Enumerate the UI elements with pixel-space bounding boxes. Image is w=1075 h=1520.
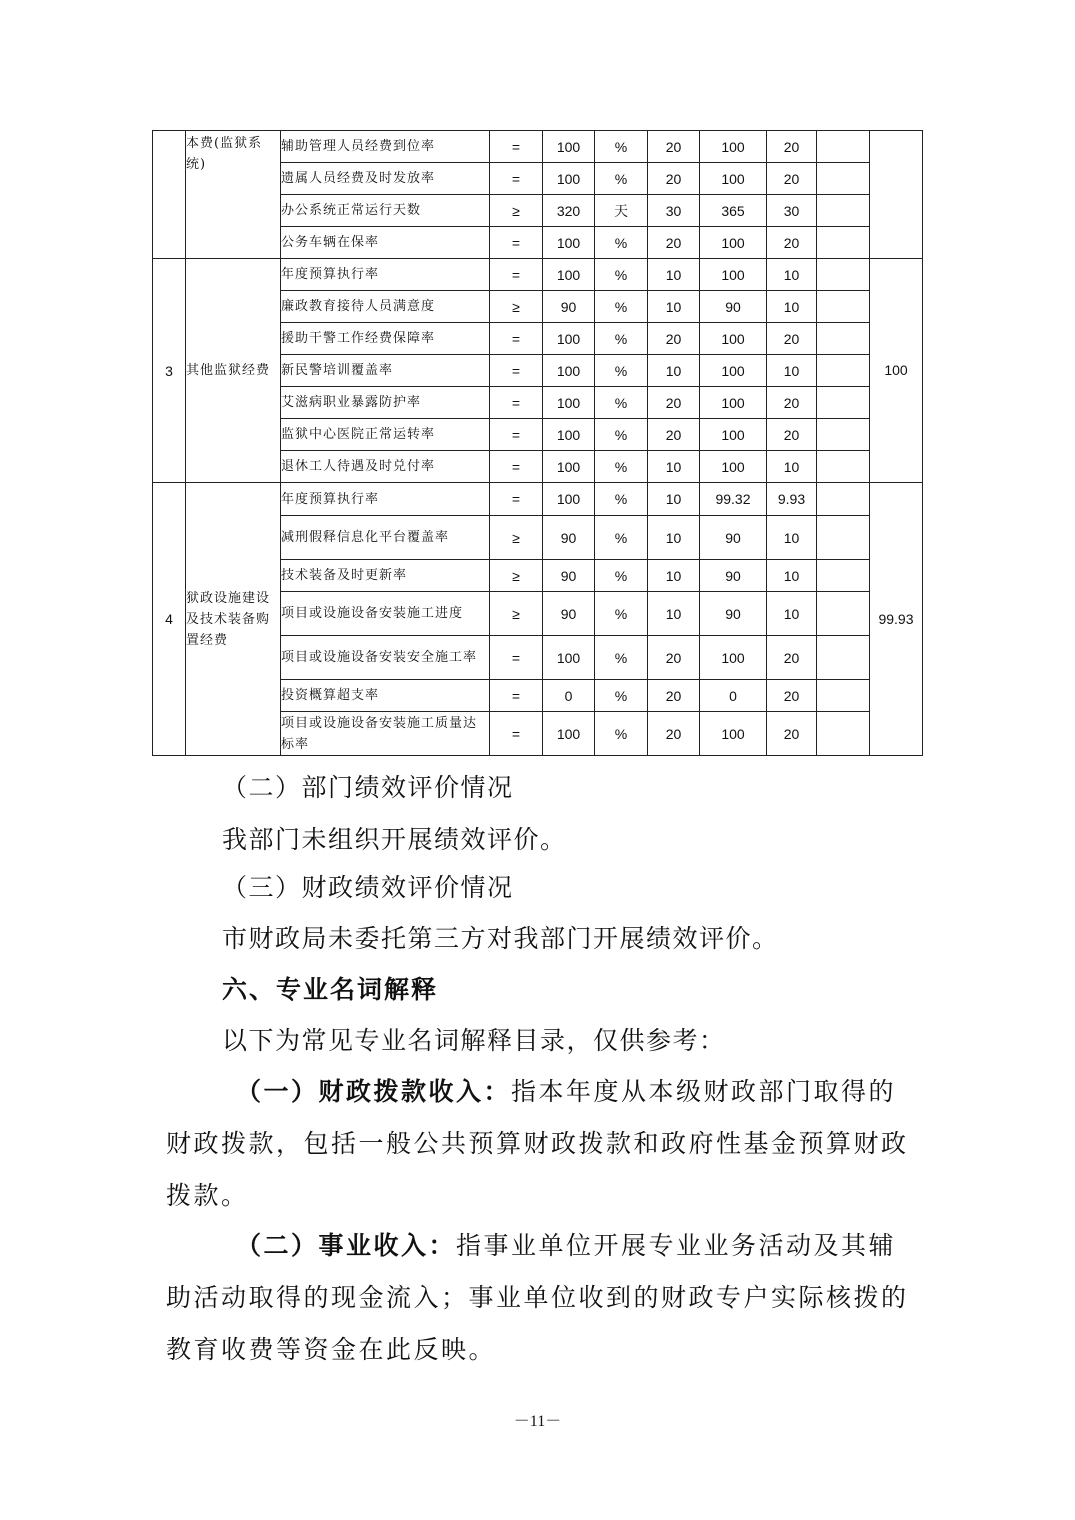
target-cell: 100 bbox=[543, 227, 595, 259]
unit-cell: % bbox=[595, 483, 648, 516]
indicator-cell: 年度预算执行率 bbox=[281, 259, 490, 291]
indicator-score-cell: 20 bbox=[767, 387, 817, 419]
project-name-cell: 狱政设施建设及技术装备购置经费 bbox=[186, 483, 281, 756]
unit-cell: % bbox=[595, 592, 648, 636]
blank-cell bbox=[817, 419, 870, 451]
operator-cell: ≥ bbox=[490, 291, 543, 323]
actual-cell: 100 bbox=[700, 387, 767, 419]
indicator-cell: 公务车辆在保率 bbox=[281, 227, 490, 259]
target-cell: 90 bbox=[543, 592, 595, 636]
blank-cell bbox=[817, 291, 870, 323]
weight-cell: 20 bbox=[648, 163, 700, 195]
actual-cell: 99.32 bbox=[700, 483, 767, 516]
indicator-cell: 项目或设施设备安装施工进度 bbox=[281, 592, 490, 636]
blank-cell bbox=[817, 516, 870, 560]
operator-cell: = bbox=[490, 259, 543, 291]
table-row bbox=[153, 131, 923, 163]
unit-cell: % bbox=[595, 355, 648, 387]
target-cell: 100 bbox=[543, 451, 595, 483]
unit-cell: % bbox=[595, 680, 648, 712]
operator-cell: = bbox=[490, 131, 543, 163]
indicator-cell: 辅助管理人员经费到位率 bbox=[281, 131, 490, 163]
actual-cell: 100 bbox=[700, 323, 767, 355]
unit-cell: % bbox=[595, 131, 648, 163]
unit-cell: % bbox=[595, 291, 648, 323]
target-cell: 0 bbox=[543, 680, 595, 712]
weight-cell: 10 bbox=[648, 592, 700, 636]
performance-indicator-table bbox=[152, 130, 923, 756]
paragraph-fin-eval: 市财政局未委托第三方对我部门开展绩效评价。 bbox=[222, 924, 779, 953]
unit-cell: % bbox=[595, 419, 648, 451]
actual-cell: 100 bbox=[700, 131, 767, 163]
blank-cell bbox=[817, 227, 870, 259]
target-cell: 100 bbox=[543, 163, 595, 195]
definition-text: 指事业单位开展专业业务活动及其辅助活动取得的现金流入；事业单位收到的财政专户实际核拨的教育收费等资金在此反映。 bbox=[166, 1231, 909, 1364]
paragraph-dept-eval: 我部门未组织开展绩效评价。 bbox=[222, 825, 567, 854]
operator-cell: = bbox=[490, 419, 543, 451]
project-score-cell: 100 bbox=[870, 259, 923, 483]
indicator-score-cell: 20 bbox=[767, 636, 817, 680]
blank-cell bbox=[817, 451, 870, 483]
target-cell: 90 bbox=[543, 516, 595, 560]
project-name-cell: 其他监狱经费 bbox=[186, 259, 281, 483]
weight-cell: 20 bbox=[648, 680, 700, 712]
weight-cell: 10 bbox=[648, 516, 700, 560]
target-cell: 100 bbox=[543, 259, 595, 291]
indicator-score-cell: 10 bbox=[767, 592, 817, 636]
actual-cell: 100 bbox=[700, 227, 767, 259]
actual-cell: 365 bbox=[700, 195, 767, 227]
actual-cell: 90 bbox=[700, 592, 767, 636]
operator-cell: = bbox=[490, 163, 543, 195]
target-cell: 100 bbox=[543, 131, 595, 163]
blank-cell bbox=[817, 355, 870, 387]
operator-cell: = bbox=[490, 227, 543, 259]
actual-cell: 90 bbox=[700, 560, 767, 592]
unit-cell: % bbox=[595, 712, 648, 756]
actual-cell: 100 bbox=[700, 163, 767, 195]
indicator-cell: 艾滋病职业暴露防护率 bbox=[281, 387, 490, 419]
indicator-score-cell: 10 bbox=[767, 451, 817, 483]
weight-cell: 20 bbox=[648, 712, 700, 756]
definition-term: （二）事业收入： bbox=[236, 1231, 457, 1260]
blank-cell bbox=[817, 323, 870, 355]
weight-cell: 10 bbox=[648, 355, 700, 387]
weight-cell: 20 bbox=[648, 131, 700, 163]
blank-cell bbox=[817, 483, 870, 516]
actual-cell: 90 bbox=[700, 291, 767, 323]
indicator-cell: 监狱中心医院正常运转率 bbox=[281, 419, 490, 451]
operator-cell: = bbox=[490, 387, 543, 419]
indicator-score-cell: 20 bbox=[767, 712, 817, 756]
operator-cell: ≥ bbox=[490, 592, 543, 636]
operator-cell: = bbox=[490, 636, 543, 680]
actual-cell: 100 bbox=[700, 419, 767, 451]
weight-cell: 10 bbox=[648, 291, 700, 323]
operator-cell: = bbox=[490, 712, 543, 756]
page-number: －11－ bbox=[513, 1413, 562, 1430]
weight-cell: 10 bbox=[648, 560, 700, 592]
unit-cell: % bbox=[595, 516, 648, 560]
section-heading-fin-eval: （三）财政绩效评价情况 bbox=[222, 873, 514, 902]
project-name-cell: 本费(监狱系统) bbox=[186, 131, 281, 259]
actual-cell: 100 bbox=[700, 636, 767, 680]
section-heading-dept-eval: （二）部门绩效评价情况 bbox=[222, 773, 514, 802]
indicator-score-cell: 10 bbox=[767, 560, 817, 592]
operator-cell: = bbox=[490, 451, 543, 483]
blank-cell bbox=[817, 680, 870, 712]
target-cell: 100 bbox=[543, 483, 595, 516]
seq-cell: 3 bbox=[153, 259, 186, 483]
paragraph-terms-intro: 以下为常见专业名词解释目录，仅供参考： bbox=[222, 1026, 726, 1055]
target-cell: 100 bbox=[543, 355, 595, 387]
blank-cell bbox=[817, 387, 870, 419]
weight-cell: 20 bbox=[648, 323, 700, 355]
actual-cell: 100 bbox=[700, 259, 767, 291]
unit-cell: % bbox=[595, 227, 648, 259]
definition-term: （一）财政拨款收入： bbox=[236, 1077, 512, 1106]
table-row bbox=[153, 483, 923, 516]
project-score-cell bbox=[870, 131, 923, 259]
blank-cell bbox=[817, 592, 870, 636]
unit-cell: % bbox=[595, 323, 648, 355]
indicator-cell: 廉政教育接待人员满意度 bbox=[281, 291, 490, 323]
unit-cell: % bbox=[595, 636, 648, 680]
indicator-cell: 技术装备及时更新率 bbox=[281, 560, 490, 592]
blank-cell bbox=[817, 712, 870, 756]
indicator-score-cell: 9.93 bbox=[767, 483, 817, 516]
indicator-cell: 减刑假释信息化平台覆盖率 bbox=[281, 516, 490, 560]
operator-cell: ≥ bbox=[490, 560, 543, 592]
target-cell: 90 bbox=[543, 560, 595, 592]
actual-cell: 90 bbox=[700, 516, 767, 560]
weight-cell: 10 bbox=[648, 259, 700, 291]
target-cell: 100 bbox=[543, 323, 595, 355]
seq-cell: 4 bbox=[153, 483, 186, 756]
indicator-score-cell: 10 bbox=[767, 355, 817, 387]
blank-cell bbox=[817, 259, 870, 291]
blank-cell bbox=[817, 560, 870, 592]
weight-cell: 20 bbox=[648, 419, 700, 451]
indicator-cell: 援助干警工作经费保障率 bbox=[281, 323, 490, 355]
indicator-score-cell: 20 bbox=[767, 419, 817, 451]
target-cell: 100 bbox=[543, 712, 595, 756]
indicator-cell: 年度预算执行率 bbox=[281, 483, 490, 516]
indicator-cell: 办公系统正常运行天数 bbox=[281, 195, 490, 227]
unit-cell: % bbox=[595, 259, 648, 291]
actual-cell: 100 bbox=[700, 451, 767, 483]
operator-cell: ≥ bbox=[490, 195, 543, 227]
section-heading-terms: 六、专业名词解释 bbox=[222, 975, 439, 1004]
actual-cell: 100 bbox=[700, 712, 767, 756]
indicator-score-cell: 30 bbox=[767, 195, 817, 227]
unit-cell: % bbox=[595, 451, 648, 483]
weight-cell: 10 bbox=[648, 483, 700, 516]
unit-cell: % bbox=[595, 387, 648, 419]
target-cell: 90 bbox=[543, 291, 595, 323]
indicator-score-cell: 10 bbox=[767, 291, 817, 323]
weight-cell: 20 bbox=[648, 636, 700, 680]
actual-cell: 0 bbox=[700, 680, 767, 712]
definition-fiscal-appropriation bbox=[166, 1066, 916, 1222]
target-cell: 100 bbox=[543, 419, 595, 451]
indicator-cell: 项目或设施设备安装施工质量达标率 bbox=[281, 712, 490, 756]
target-cell: 320 bbox=[543, 195, 595, 227]
indicator-score-cell: 20 bbox=[767, 131, 817, 163]
unit-cell: % bbox=[595, 163, 648, 195]
operator-cell: = bbox=[490, 323, 543, 355]
actual-cell: 100 bbox=[700, 355, 767, 387]
target-cell: 100 bbox=[543, 636, 595, 680]
indicator-score-cell: 10 bbox=[767, 259, 817, 291]
operator-cell: = bbox=[490, 355, 543, 387]
operator-cell: ≥ bbox=[490, 516, 543, 560]
indicator-cell: 遗属人员经费及时发放率 bbox=[281, 163, 490, 195]
indicator-score-cell: 20 bbox=[767, 680, 817, 712]
project-score-cell: 99.93 bbox=[870, 483, 923, 756]
indicator-cell: 退休工人待遇及时兑付率 bbox=[281, 451, 490, 483]
indicator-score-cell: 10 bbox=[767, 516, 817, 560]
unit-cell: 天 bbox=[595, 195, 648, 227]
indicator-cell: 新民警培训覆盖率 bbox=[281, 355, 490, 387]
operator-cell: = bbox=[490, 483, 543, 516]
weight-cell: 30 bbox=[648, 195, 700, 227]
operator-cell: = bbox=[490, 680, 543, 712]
indicator-cell: 投资概算超支率 bbox=[281, 680, 490, 712]
blank-cell bbox=[817, 163, 870, 195]
table-row bbox=[153, 259, 923, 291]
weight-cell: 20 bbox=[648, 387, 700, 419]
weight-cell: 10 bbox=[648, 451, 700, 483]
seq-cell bbox=[153, 131, 186, 259]
definition-business-income bbox=[166, 1220, 916, 1376]
blank-cell bbox=[817, 131, 870, 163]
blank-cell bbox=[817, 195, 870, 227]
definition-text: 指本年度从本级财政部门取得的财政拨款，包括一般公共预算财政拨款和政府性基金预算财政拨款。 bbox=[166, 1077, 909, 1210]
indicator-score-cell: 20 bbox=[767, 227, 817, 259]
indicator-cell: 项目或设施设备安装安全施工率 bbox=[281, 636, 490, 680]
indicator-score-cell: 20 bbox=[767, 323, 817, 355]
indicator-score-cell: 20 bbox=[767, 163, 817, 195]
target-cell: 100 bbox=[543, 387, 595, 419]
blank-cell bbox=[817, 636, 870, 680]
weight-cell: 20 bbox=[648, 227, 700, 259]
unit-cell: % bbox=[595, 560, 648, 592]
